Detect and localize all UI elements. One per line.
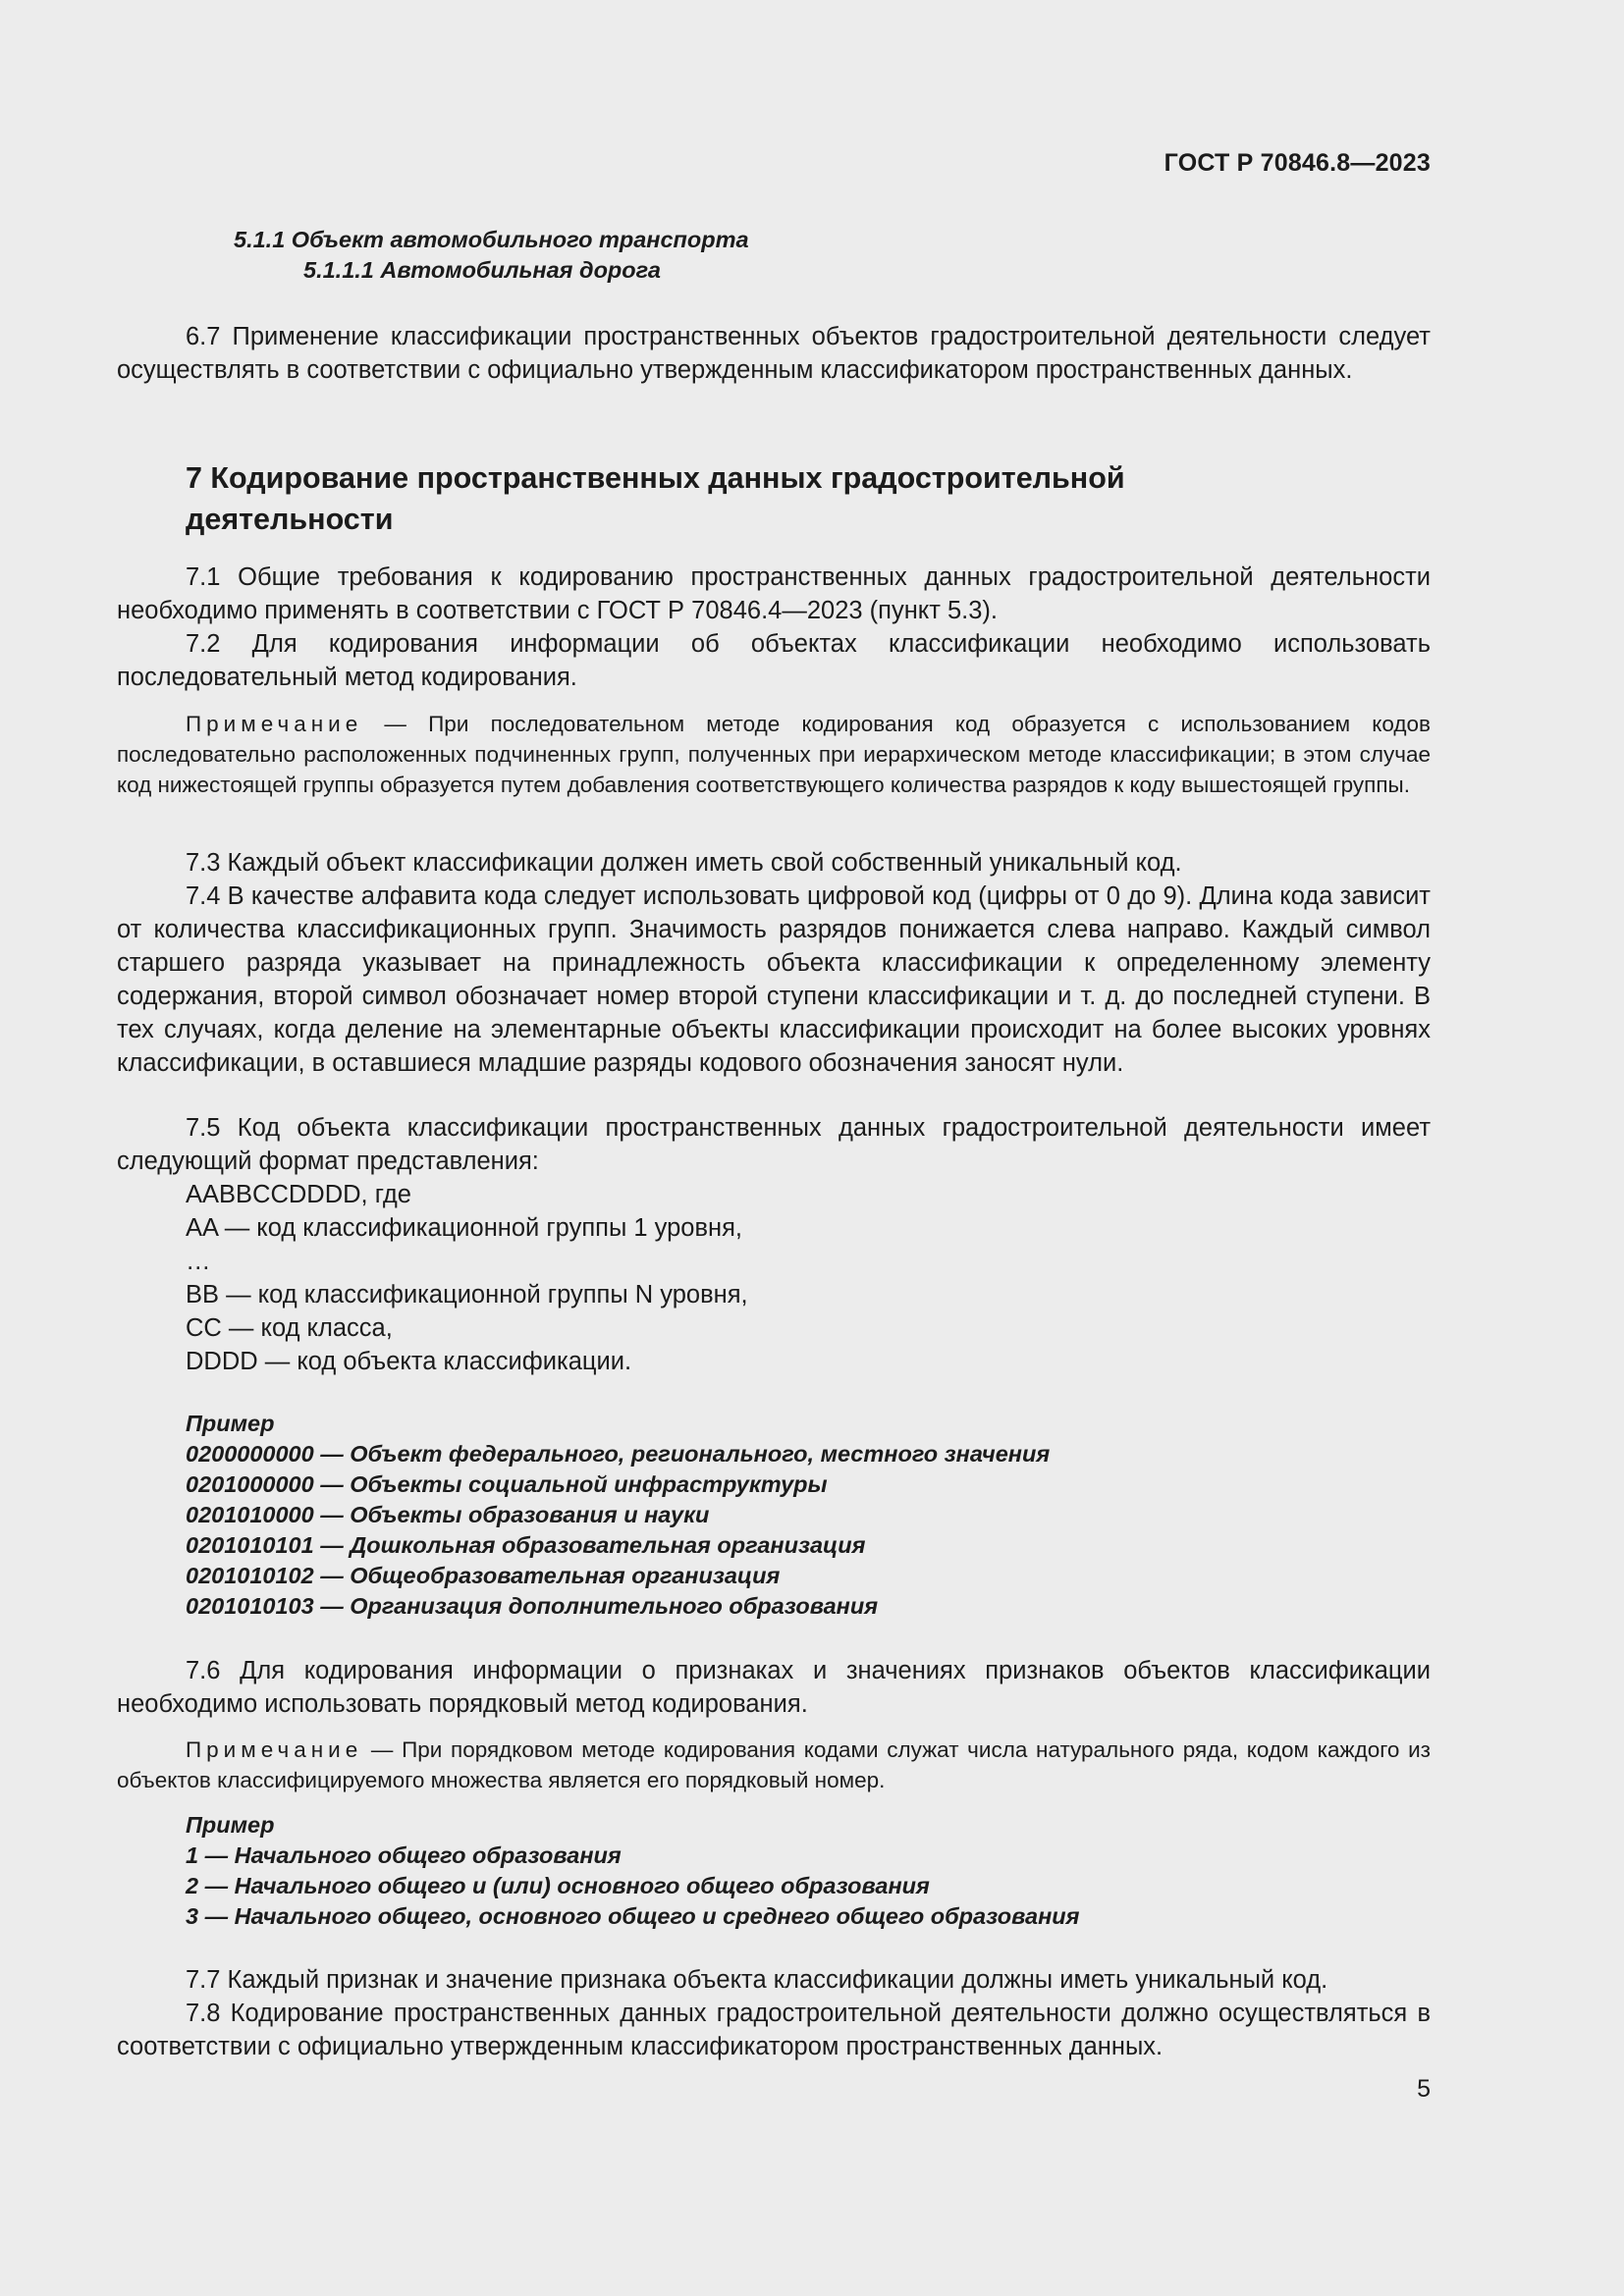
- example-2-line: 2 — Начального общего и (или) основного общего образования: [186, 1873, 930, 1898]
- paragraph-7-8: 7.8 Кодирование пространственных данных градостроительной деятельности должно осуществляться в соответствии с официально утвержденным классификатором пространственных данных.: [117, 2000, 1431, 2060]
- note-1-label: Примечание: [186, 712, 363, 736]
- example-1-title: Пример: [186, 1411, 275, 1436]
- paragraph-7-5: 7.5 Код объекта классификации пространственных данных градостроительной деятельности имеет следующий формат представления:: [117, 1114, 1431, 1175]
- paragraph-7-2: 7.2 Для кодирования информации об объектах классификации необходимо использовать последовательный метод кодирования.: [117, 630, 1431, 691]
- example-1-line: 0200000000 — Объект федерального, регионального, местного значения: [186, 1441, 1051, 1467]
- example-2-title: Пример: [186, 1812, 275, 1838]
- paragraph-7-3: 7.3 Каждый объект классификации должен иметь свой собственный уникальный код.: [186, 849, 1182, 877]
- format-line: …: [186, 1248, 211, 1275]
- example-1-line: 0201010103 — Организация дополнительного образования: [186, 1593, 879, 1619]
- paragraph-7-6: 7.6 Для кодирования информации о признаках и значениях признаков объектов классификации необходимо использовать порядковый метод кодирования.: [117, 1657, 1431, 1718]
- page-number: 5: [1417, 2075, 1431, 2103]
- paragraph-7-7: 7.7 Каждый признак и значение признака объекта классификации должны иметь уникальный код.: [186, 1966, 1328, 1994]
- tree-level-2: 5.1.1.1 Автомобильная дорога: [303, 257, 661, 283]
- paragraph-7-4: 7.4 В качестве алфавита кода следует использовать цифровой код (цифры от 0 до 9). Длина кода зависит от количества классификационных групп. Значимость разрядов понижается слева направо. Каждый символ старшего разряда указывает на принадлежность объекта классификации к определенному элементу содержания, второй символ обозначает номер второй ступени классификации и т. д. до последней ступени. В тех случаях, когда деление на элементарные объекты классификации происходит на более высоких уровнях классификации, в оставшиеся младшие разряды кодового обозначения заносят нули.: [117, 882, 1431, 1077]
- example-1-line: 0201000000 — Объекты социальной инфраструктуры: [186, 1471, 828, 1497]
- note-2-text: — При порядковом методе кодирования кодами служат числа натурального ряда, кодом каждого из объектов классифицируемого множества является его порядковый номер.: [117, 1737, 1431, 1792]
- example-2-line: 3 — Начального общего, основного общего и среднего общего образования: [186, 1903, 1080, 1929]
- format-line: BB — код классификационной группы N уровня,: [186, 1281, 748, 1308]
- example-1-line: 0201010000 — Объекты образования и науки: [186, 1502, 710, 1527]
- note-2-label: Примечание: [186, 1737, 363, 1762]
- example-2-line: 1 — Начального общего образования: [186, 1842, 622, 1868]
- note-2: [117, 1735, 1431, 1795]
- format-line: CC — код класса,: [186, 1314, 393, 1342]
- note-1-text: — При последовательном методе кодирования код образуется с использованием кодов последовательно расположенных подчиненных групп, полученных при иерархическом методе классификации; в этом случае код нижестоящей группы образуется путем добавления соответствующего количества разрядов к коду вышестоящей группы.: [117, 712, 1431, 797]
- format-line: AA — код классификационной группы 1 уровня,: [186, 1214, 742, 1242]
- section-7-title: 7 Кодирование пространственных данных градостроительной деятельности: [186, 461, 1125, 536]
- example-1-line: 0201010101 — Дошкольная образовательная организация: [186, 1532, 866, 1558]
- tree-level-1: 5.1.1 Объект автомобильного транспорта: [234, 227, 749, 252]
- format-line: DDDD — код объекта классификации.: [186, 1348, 632, 1375]
- paragraph-6-7: 6.7 Применение классификации пространственных объектов градостроительной деятельности следует осуществлять в соответствии с официально утвержденным классификатором пространственных данных.: [117, 323, 1431, 384]
- paragraph-7-1: 7.1 Общие требования к кодированию пространственных данных градостроительной деятельности необходимо применять в соответствии с ГОСТ Р 70846.4—2023 (пункт 5.3).: [117, 563, 1431, 624]
- document-code-header: ГОСТ Р 70846.8—2023: [1164, 149, 1431, 177]
- format-line: AABBCCDDDD, где: [186, 1181, 411, 1208]
- example-1-line: 0201010102 — Общеобразовательная организация: [186, 1563, 781, 1588]
- note-1: [117, 709, 1431, 800]
